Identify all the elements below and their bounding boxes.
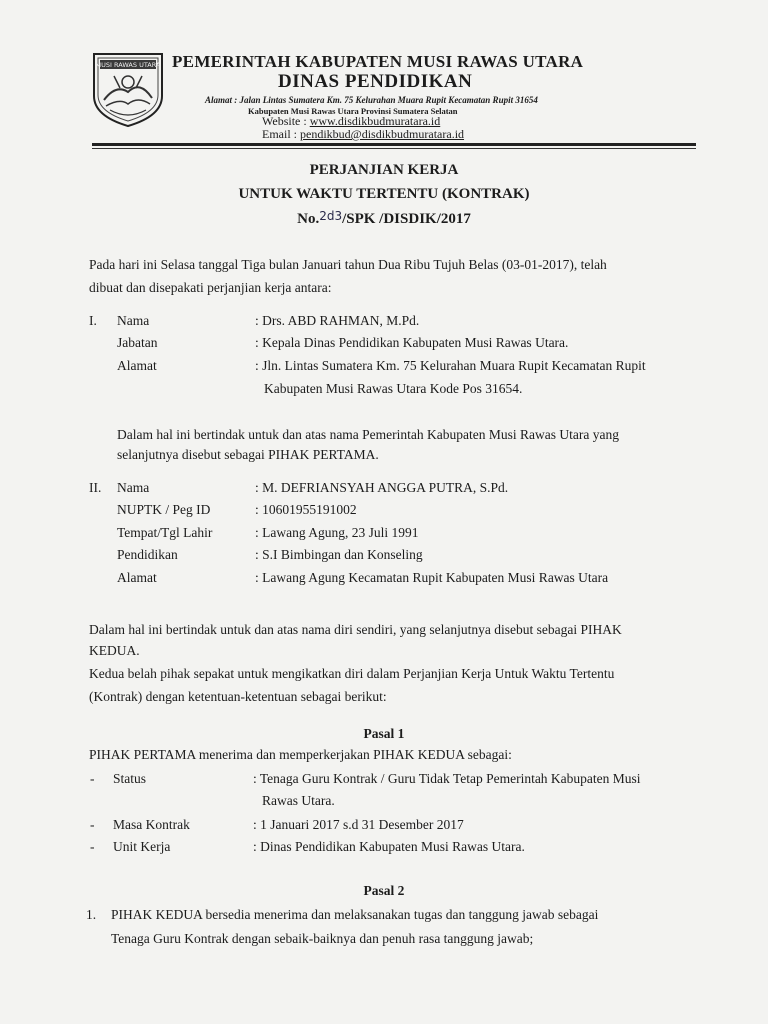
party1-address-value-2: Kabupaten Musi Rawas Utara Kode Pos 31654. [264,381,523,396]
pasal1-lead: PIHAK PERTAMA menerima dan memperkerjakan PIHAK KEDUA sebagai: [89,747,512,762]
document-subtitle: UNTUK WAKTU TERTENTU (KONTRAK) [238,186,530,202]
party2-education-value: : S.I Bimbingan dan Konseling [255,547,423,562]
letterhead-address-line1: Alamat : Jalan Lintas Sumatera Km. 75 Kelurahan Muara Rupit Kecamatan Rupit 31654 [205,95,538,105]
pasal1-status-label: Status [113,771,147,786]
party1-name-value: : Drs. ABD RAHMAN, M.Pd. [255,313,420,328]
party1-number: I. [89,313,97,328]
party1-name-label: Nama [117,313,150,328]
pasal1-period-value: : 1 Januari 2017 s.d 31 Desember 2017 [253,817,464,832]
party1-statement-1: Dalam hal ini bertindak untuk dan atas nama Pemerintah Kabupaten Musi Rawas Utara yang [117,427,619,442]
party1-address-label: Alamat [117,358,157,373]
pasal1-bullet-period: - [90,817,95,832]
party2-education-label: Pendidikan [117,547,178,562]
handwritten-number: 2d3 [319,209,343,223]
party2-name-label: Nama [117,480,150,495]
document-number [0,209,768,228]
intro-line-2: dibuat dan disepakati perjanjian kerja antara: [89,280,332,295]
number-prefix: No. [297,211,320,227]
website-label: Website : [262,114,310,128]
agreement-line-2: (Kontrak) dengan ketentuan-ketentuan sebagai berikut: [89,689,387,704]
party1-position-label: Jabatan [117,335,158,350]
letterhead-department: DINAS PENDIDIKAN [278,71,473,92]
pasal2-heading: Pasal 2 [363,883,405,898]
svg-text:MUSI RAWAS UTARA: MUSI RAWAS UTARA [95,61,161,69]
website-link[interactable]: www.disdikbudmuratara.id [309,114,441,128]
party2-address-value: : Lawang Agung Kecamatan Rupit Kabupaten Musi Rawas Utara [255,570,609,585]
party2-name-value: : M. DEFRIANSYAH ANGGA PUTRA, S.Pd. [255,480,509,495]
party2-nuptk-label: NUPTK / Peg ID [117,502,211,517]
pasal1-status-value-2: Rawas Utara. [262,793,335,808]
email-label: Email : [262,127,300,141]
party2-birth-value: : Lawang Agung, 23 Juli 1991 [255,525,419,540]
pasal1-unit-value: : Dinas Pendidikan Kabupaten Musi Rawas Utara. [253,839,525,854]
letterhead-divider-thin [92,148,696,149]
letterhead-divider-thick [92,143,696,146]
party2-number: II. [89,480,102,495]
party2-address-label: Alamat [117,570,157,585]
party2-statement-1: Dalam hal ini bertindak untuk dan atas nama diri sendiri, yang selanjutnya disebut sebagai PIHAK [89,622,622,637]
pasal1-bullet-unit: - [90,839,95,854]
agreement-line-1: Kedua belah pihak sepakat untuk mengikatkan diri dalam Perjanjian Kerja Untuk Waktu Tertentu [89,666,615,681]
email-link[interactable]: pendikbud@disdikbudmuratara.id [300,127,465,141]
party2-birth-label: Tempat/Tgl Lahir [117,525,213,540]
regency-emblem-logo [90,50,166,128]
intro-line-1: Pada hari ini Selasa tanggal Tiga bulan Januari tahun Dua Ribu Tujuh Belas (03-01-2017), telah [89,257,607,272]
party2-nuptk-value: : 10601955191002 [255,502,357,517]
pasal1-unit-label: Unit Kerja [113,839,171,854]
pasal2-item-line-2: Tenaga Guru Kontrak dengan sebaik-baiknya dan penuh rasa tanggung jawab; [111,931,534,946]
letterhead-government: PEMERINTAH KABUPATEN MUSI RAWAS UTARA [172,52,584,71]
number-suffix: /SPK /DISDIK/2017 [342,211,471,227]
party1-position-value: : Kepala Dinas Pendidikan Kabupaten Musi Rawas Utara. [255,335,569,350]
pasal1-period-label: Masa Kontrak [113,817,190,832]
party1-address-value-1: : Jln. Lintas Sumatera Km. 75 Kelurahan Muara Rupit Kecamatan Rupit [255,358,646,373]
pasal1-heading: Pasal 1 [363,726,405,741]
pasal2-item-number: 1. [86,907,97,922]
document-title: PERJANJIAN KERJA [309,162,459,178]
pasal1-bullet-status: - [90,771,95,786]
pasal2-item-line-1: PIHAK KEDUA bersedia menerima dan melaksanakan tugas dan tanggung jawab sebagai [111,907,599,922]
party1-statement-2: selanjutnya disebut sebagai PIHAK PERTAMA. [117,447,379,462]
party2-statement-2: KEDUA. [89,643,140,658]
letterhead-email [262,127,464,142]
letterhead-address-line2: Kabupaten Musi Rawas Utara Provinsi Sumatera Selatan [248,106,458,116]
pasal1-status-value-1: : Tenaga Guru Kontrak / Guru Tidak Tetap Pemerintah Kabupaten Musi [253,771,641,786]
